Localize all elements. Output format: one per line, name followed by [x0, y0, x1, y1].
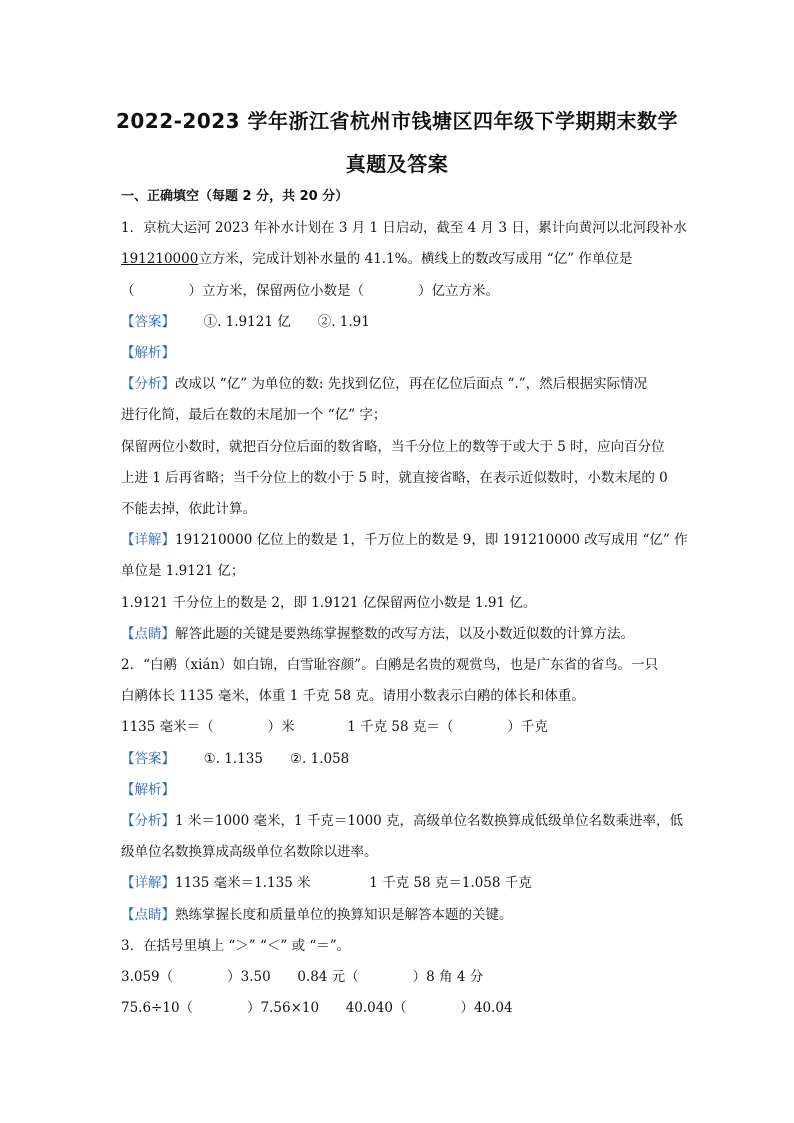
- q3-row1: [121, 968, 681, 986]
- q1-fenxi1: [121, 375, 681, 393]
- q1-xiangjie1-text: 191210000 亿位上的数是 1，千万位上的数是 9，即 191210000 改写成用 “亿” 作: [175, 532, 688, 548]
- q1-xiangjie3: 1.9121 千分位上的数是 2，即 1.9121 亿保留两位小数是 1.91 亿。: [121, 595, 537, 611]
- q3-item-c: 75.6÷10（ ）7.56×10: [121, 1000, 320, 1016]
- q2-fenxi1: [121, 812, 684, 830]
- q2-answer: [121, 750, 681, 768]
- answer-text: ①. 1.9121 亿 ②. 1.91: [203, 314, 370, 330]
- doc-title-line2: 真题及答案: [345, 152, 449, 176]
- q1-line2-rest: 立方米，完成计划补水量的 41.1%。横线上的数改写成用 “亿” 作单位是: [198, 251, 633, 267]
- q1-line1: 1．京杭大运河 2023 年补水计划在 3 月 1 日启动，截至 4 月 3 日，累计向黄河以北河段补水: [121, 220, 687, 236]
- q2-dianjing: [121, 906, 681, 924]
- q1-fenxi5: 不能去掉，依此计算。: [121, 501, 256, 517]
- q2-dianjing-text: 熟练掌握长度和质量单位的换算知识是解答本题的关键。: [175, 907, 513, 923]
- q3-item-b: 0.84 元（ ）8 角 4 分: [297, 969, 484, 985]
- answer-text: ①. 1.135 ②. 1.058: [203, 751, 350, 767]
- q1-dianjing: [121, 625, 681, 643]
- q2-blank-a: 1135 毫米＝（ ）米: [121, 719, 295, 735]
- q2-fenxi2: 级单位名数换算成高级单位名数除以进率。: [121, 844, 378, 860]
- fenxi-tag: 【分析】: [121, 376, 175, 392]
- q2-line2: 白鹇体长 1135 毫米，体重 1 千克 58 克。请用小数表示白鹇的体长和体重。: [121, 688, 585, 704]
- fenxi-tag: 【分析】: [121, 813, 175, 829]
- q1-xiangjie2: 单位是 1.9121 亿；: [121, 563, 245, 579]
- q2-fenxi1-text: 1 米＝1000 毫米，1 千克＝1000 克，高级单位名数换算成低级单位名数乘进率，低: [175, 813, 684, 829]
- answer-tag: 【答案】: [121, 314, 175, 330]
- q1-underlined-number: 191210000: [121, 251, 199, 267]
- doc-title-line1: 2022-2023 学年浙江省杭州市钱塘区四年级下学期期末数学: [115, 109, 679, 133]
- xiangjie-tag: 【详解】: [121, 532, 175, 548]
- q2-line3: [121, 718, 681, 736]
- q3-item-a: 3.059（ ）3.50: [121, 969, 271, 985]
- q1-answer: [121, 313, 681, 331]
- q1-fenxi2: 进行化简，最后在数的末尾加一个 “亿” 字；: [121, 407, 387, 423]
- section-heading: 一、正确填空（每题 2 分，共 20 分）: [121, 189, 349, 204]
- q2-xiangjie-a: 1135 毫米＝1.135 米: [175, 875, 311, 891]
- q3-line1: 3．在括号里填上 “＞” “＜” 或 “＝”。: [121, 938, 351, 954]
- q3-item-d: 40.040（ ）40.04: [345, 1000, 513, 1016]
- answer-tag: 【答案】: [121, 751, 175, 767]
- q2-xiangjie-b: 1 千克 58 克＝1.058 千克: [369, 875, 532, 891]
- q2-line1: 2．“白鹇（xián）如白锦，白雪耻容颜”。白鹇是名贵的观赏鸟，也是广东省的省鸟。一只: [121, 657, 659, 673]
- q2-blank-b: 1 千克 58 克＝（ ）千克: [347, 719, 548, 735]
- q1-fenxi4: 上进 1 后再省略；当千分位上的数小于 5 时，就直接省略，在表示近似数时，小数末尾的 0: [121, 470, 668, 486]
- q1-line3: （ ）立方米，保留两位小数是（ ）亿立方米。: [121, 283, 499, 299]
- xiangjie-tag: 【详解】: [121, 875, 175, 891]
- q1-jiexi: 【解析】: [121, 345, 175, 361]
- q1-fenxi1-text: 改成以 “亿” 为单位的数: 先找到亿位，再在亿位后面点 “.”，然后根据实际情况: [175, 376, 648, 392]
- q2-jiexi: 【解析】: [121, 782, 175, 798]
- q1-fenxi3: 保留两位小数时，就把百分位后面的数省略，当千分位上的数等于或大于 5 时，应向百分位: [121, 439, 665, 455]
- q1-line2: [121, 250, 681, 268]
- dianjing-tag: 【点睛】: [121, 907, 175, 923]
- q2-xiangjie: [121, 874, 681, 892]
- q3-row2: [121, 999, 681, 1017]
- q1-xiangjie1: [121, 531, 688, 549]
- dianjing-tag: 【点睛】: [121, 626, 175, 642]
- q1-dianjing-text: 解答此题的关键是要熟练掌握整数的改写方法，以及小数近似数的计算方法。: [175, 626, 634, 642]
